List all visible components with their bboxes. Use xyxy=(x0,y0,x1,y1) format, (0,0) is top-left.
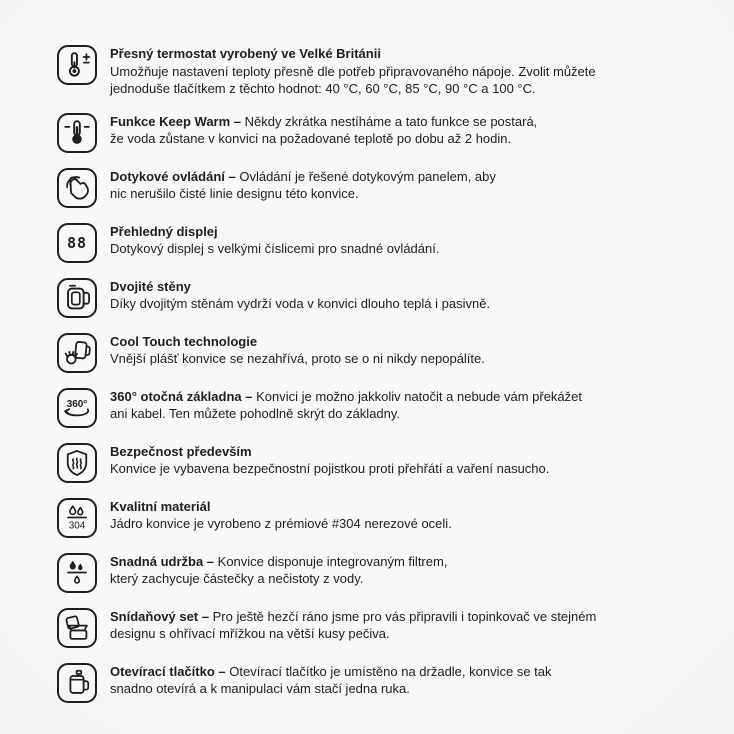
material-label: 304 xyxy=(68,519,86,531)
feature-description-line: Umožňuje nastavení teploty přesně dle potřeb připravovaného nápoje. Zvolit můžete xyxy=(110,63,596,79)
feature-row-cool-touch xyxy=(57,332,706,373)
feature-description-line: Pro ještě hezčí ráno jsme pro vás připravili i topinkovač ve stejném xyxy=(212,608,597,624)
feature-title: 360° otočná základna xyxy=(110,388,242,404)
feature-description-line: Vnější plášť konvice se nezahřívá, proto se o ni nikdy nepopálíte. xyxy=(110,351,485,366)
double-wall-icon xyxy=(57,278,97,318)
safety-shield-icon xyxy=(57,443,97,483)
keep-warm-icon xyxy=(57,113,97,153)
touch-control-icon xyxy=(57,168,97,208)
thermostat-icon xyxy=(57,45,97,85)
feature-row-maintenance xyxy=(57,552,706,593)
feature-description-line: Ovládání je řešené dotykovým panelem, aby xyxy=(239,168,496,184)
separator-dash: – xyxy=(230,113,245,129)
feature-row-rotating-base xyxy=(57,387,706,428)
separator-dash: – xyxy=(224,168,240,184)
rotate-label: 360° xyxy=(66,398,88,410)
feature-row-open-button xyxy=(57,662,706,703)
feature-description-line: Díky dvojitým stěnám vydrží voda v konvici dlouho teplá i pasivně. xyxy=(110,296,491,311)
feature-row-breakfast-set xyxy=(57,607,706,648)
feature-description-line: Konvice disponuje integrovaným filtrem, xyxy=(217,553,448,569)
open-button-icon xyxy=(57,663,97,703)
feature-row-material xyxy=(57,497,706,538)
feature-row-touch-control xyxy=(57,167,706,208)
feature-description-line: Dotykový displej s velkými číslicemi pro snadné ovládání. xyxy=(110,241,440,256)
feature-title: Funkce Keep Warm xyxy=(110,113,231,129)
separator-dash: – xyxy=(203,553,218,569)
feature-row-keep-warm xyxy=(57,112,706,153)
feature-title: Bezpečnost především xyxy=(110,443,252,459)
feature-description-line: nic nerušilo čisté linie designu této konvice. xyxy=(110,186,359,201)
cool-touch-icon xyxy=(57,333,97,373)
feature-description-line: designu s ohřívací mřížkou na větší kusy pečiva. xyxy=(110,626,390,641)
material-304-icon xyxy=(57,498,97,538)
feature-title: Kvalitní materiál xyxy=(110,498,211,514)
feature-title: Dvojité stěny xyxy=(110,278,191,294)
filter-icon xyxy=(57,553,97,593)
breakfast-set-icon xyxy=(57,608,97,648)
feature-description-line: který zachycuje částečky a nečistoty z vody. xyxy=(110,571,364,586)
feature-description-line: ani kabel. Ten můžete pohodlně skrýt do základny. xyxy=(110,406,401,421)
feature-description-line: Jádro konvice je vyrobeno z prémiové #304 nerezové oceli. xyxy=(110,516,452,531)
feature-title: Dotykové ovládání xyxy=(110,168,225,184)
feature-title: Přesný termostat vyrobený ve Velké Británii xyxy=(110,46,381,61)
rotating-base-icon xyxy=(57,388,97,428)
separator-dash: – xyxy=(241,388,257,404)
separator-dash: – xyxy=(214,663,230,679)
feature-description-line: že voda zůstane v konvici na požadované teplotě po dobu až 2 hodin. xyxy=(110,131,512,146)
feature-row-double-walls xyxy=(57,277,706,318)
display-digits: 88 xyxy=(66,233,88,252)
feature-title: Otevírací tlačítko xyxy=(110,663,215,679)
feature-description-line: jednoduše tlačítkem z těchto hodnot: 40 °C, 60 °C, 85 °C, 90 °C a 100 °C. xyxy=(110,81,536,96)
separator-dash: – xyxy=(198,608,213,624)
feature-description-line: Konvici je možno jakkoliv natočit a nebude vám překážet xyxy=(256,388,583,404)
feature-row-safety xyxy=(57,442,706,483)
feature-title: Snadná udržba xyxy=(110,553,204,569)
feature-description-line: Konvice je vybavena bezpečnostní pojistkou proti přehřátí a vaření nasucho. xyxy=(110,461,550,476)
feature-title: Cool Touch technologie xyxy=(110,333,258,349)
feature-row-thermostat xyxy=(57,44,706,98)
feature-row-display xyxy=(57,222,706,263)
feature-description-line: Otevírací tlačítko je umístěno na držadle, konvice se tak xyxy=(229,663,552,679)
display-icon xyxy=(57,223,97,263)
feature-title: Snídaňový set xyxy=(110,608,199,624)
feature-description-line: Někdy zkrátka nestíháme a tato funkce se postará, xyxy=(244,113,538,129)
feature-description-line: snadno otevírá a k manipulaci vám stačí jedna ruka. xyxy=(110,681,410,696)
feature-title: Přehledný displej xyxy=(110,223,218,239)
